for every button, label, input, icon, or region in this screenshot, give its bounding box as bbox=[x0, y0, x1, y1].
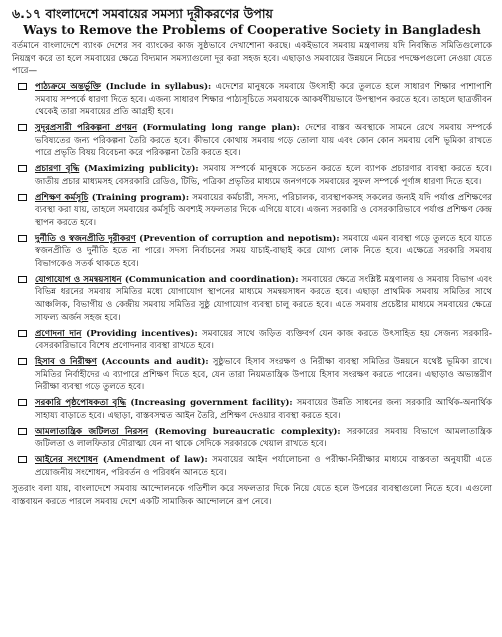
list-item-title-bengali: আইনের সংশোধন bbox=[35, 455, 98, 466]
list-item bbox=[12, 397, 492, 422]
list-item-title-english: (Providing incentives): bbox=[86, 328, 198, 339]
list-item-title bbox=[35, 164, 199, 174]
section-heading-english: Ways to Remove the Problems of Cooperative Society in Bangladesh bbox=[23, 23, 481, 37]
checkbox-icon bbox=[18, 399, 27, 406]
list-item-title-bengali: প্রণোদনা দান bbox=[35, 328, 82, 339]
list-item bbox=[12, 274, 492, 324]
list-item bbox=[12, 81, 492, 119]
list-item-title-bengali: পাঠ্যক্রমে অন্তর্ভুক্তি bbox=[35, 82, 102, 93]
list-item-text: সমবায়ের কর্মচারী, সদস্য, পরিচালক, ব্যবস্থাপকসহ সকলের জন্যই যদি পর্যাপ্ত প্রশিক্ষণের ব্যবস্থা করা যায়, তাহলে সমবায়ের কর্মসূচি অবশ্যই সফলতার দিকে এগিয়ে যাবে। এজন্য সরকারি ও বেসরকারিভাবে পর্যাপ্ত প্রশিক্ষণ কেন্দ্র স্থাপন করতে হবে। bbox=[35, 192, 493, 228]
list-item-title-english: (Accounts and audit): bbox=[101, 357, 209, 368]
checkbox-icon bbox=[18, 194, 27, 201]
checkbox-icon bbox=[18, 165, 27, 172]
list-item-text: সরকারের সমবায় বিভাগে আমলাতান্ত্রিক জটিলতা ও লালফিতার দৌরাত্ম্য যেন না থাকে সেদিকে সরকারকে খেয়াল রাখতে হবে। bbox=[35, 426, 492, 450]
list-item bbox=[12, 328, 492, 353]
list-item-title-bengali: সুদূরপ্রসারী পরিকল্পনা প্রণয়ন bbox=[35, 123, 138, 134]
list-item-title bbox=[35, 123, 300, 133]
list-item-body bbox=[35, 426, 492, 451]
list-item-title bbox=[35, 427, 341, 437]
list-item bbox=[12, 233, 492, 271]
list-item bbox=[12, 163, 492, 188]
conclusion-paragraph: সুতরাং বলা যায়, বাংলাদেশে সমবায় আন্দোলনকে গতিশীল করে সফলতার দিকে নিয়ে যেতে হলে উপরের ব্যবস্থাগুলো নিতে হবে। এগুলো বাস্তবায়ন করতে পারলে সমবায় দেশে একটি সামাজিক আন্দোলনে রূপ নেবে। bbox=[12, 484, 492, 507]
list-item-title-english: (Maximizing publicity): bbox=[84, 164, 199, 175]
list-item bbox=[12, 192, 492, 230]
list-item-text: সমবায় সম্পর্কে মানুষকে সচেতন করতে হলে ব্যাপক প্রচারণার ব্যবস্থা করতে হবে। জাতীয় প্রচার মাধ্যমসহ বেসরকারি রেডিও, টিভি, পত্রিকা প্রভৃতির মাধ্যমে জনগণকে সমবায়ের সুফল সম্পর্কে পূর্ণাঙ্গ ধারণা দিতে হবে। bbox=[35, 164, 493, 187]
list-item bbox=[12, 426, 492, 451]
list-item-body bbox=[35, 122, 492, 160]
list-item-title bbox=[35, 398, 293, 408]
list-item-body bbox=[35, 163, 492, 188]
list-item-title-bengali: প্রশিক্ষণ কর্মসূচি bbox=[35, 192, 89, 203]
list-item-text: সমবায়ের উন্নতি সাধনের জন্য সরকারি আর্থিক-অনার্থিক সাহায্য বাড়াতে হবে। এছাড়া, বাস্তবসম্মত আইন তৈরি, প্রশিক্ষণ দেওয়ার ব্যবস্থা করতে হবে। bbox=[35, 398, 493, 421]
list-item-body bbox=[35, 397, 492, 422]
list-item-title-bengali: সরকারি পৃষ্ঠপোষকতা বৃদ্ধি bbox=[35, 398, 127, 409]
list-item-title-english: (Formulating long range plan): bbox=[142, 123, 300, 134]
list-item bbox=[12, 122, 492, 160]
list-item-title-bengali: আমলাতান্ত্রিক জটিলতা নিরসন bbox=[35, 426, 149, 437]
list-item-text: সমবায়ের আইন পর্যালোচনা ও পরীক্ষা-নিরীক্ষার মাধ্যমে বাস্তবতা অনুযায়ী এতে প্রয়োজনীয় সংশোধন, পরিবর্তন ও পরিবর্ধন আনতে হবে। bbox=[35, 455, 492, 478]
checkbox-icon bbox=[18, 330, 27, 337]
checkbox-icon bbox=[18, 428, 27, 435]
list-item-title-english: (Amendment of law): bbox=[102, 455, 208, 466]
measures-list bbox=[12, 81, 492, 479]
list-item-title-english: (Prevention of corruption and nepotism): bbox=[139, 233, 340, 244]
list-item-text: দেশের বাস্তব অবস্থাকে সামনে রেখে সমবায় সম্পর্কে ভবিষ্যতের জন্য পরিকল্পনা তৈরি করতে হবে। কীভাবে কোথায় সমবায় গড়ে তোলা যায় এবং কোন কোন সমবায় বেশি ভূমিকা রাখতে পারে প্রভৃতি বিষয় বিবেচনা করে পরিকল্পনা তৈরি করতে হবে। bbox=[35, 123, 492, 159]
list-item-text: এদেশের মানুষকে সমবায়ে উৎসাহী করে তুলতে হলে সাধারণ শিক্ষার পাশাপাশি সমবায় সম্পর্কে ধারণা দিতে হবে। এজন্য সাধারণ শিক্ষার পাঠ্যসূচিতে সমবায়কে আকর্ষণীয়ভাবে উপস্থাপন করতে হবে। তাহলে ছাত্রজীবন থেকেই তারা সমবায়ের প্রতি আগ্রহী হবে। bbox=[35, 82, 492, 118]
checkbox-icon bbox=[18, 124, 27, 131]
list-item-title-bengali: দুর্নীতি ও স্বজনপ্রীতি দূরীকরণ bbox=[35, 233, 136, 244]
checkbox-icon bbox=[18, 456, 27, 463]
list-item-title-english: (Include in syllabus): bbox=[105, 82, 212, 93]
checkbox-icon bbox=[18, 235, 27, 242]
checkbox-icon bbox=[18, 276, 27, 283]
list-item-title-english: (Removing bureaucratic complexity): bbox=[154, 426, 341, 437]
list-item-title bbox=[35, 275, 299, 285]
list-item-title bbox=[35, 193, 189, 203]
list-item-title-bengali: হিসাব ও নিরীক্ষণ bbox=[35, 357, 97, 368]
list-item bbox=[12, 356, 492, 394]
checkbox-icon bbox=[18, 83, 27, 90]
list-item-text: সমবায়ে এমন ব্যবস্থা গড়ে তুলতে হবে যাতে স্বজনপ্রীতি ও দুর্নীতি হতে না পারে। সদস্য নির্বাচনের সময় যাচাই-বাছাই করে যোগ্য লোক নিতে হবে। এক্ষেত্রে সরকারি সমবায় বিভাগকেও সতর্ক থাকতে হবে। bbox=[35, 233, 492, 269]
intro-paragraph: বর্তমানে বাংলাদেশে ব্যাংক দেশের সব ব্যাংকের কাজ সুষ্ঠভাবে দেখাশোনা করছে। একইভাবে সমবায় মন্ত্রণালয় যদি নিবন্ধিত সমিতিগুলোকে নিয়ন্ত্রণ করে তা হলে সমবায়ের ক্ষেত্রে বিদ্যমান সমস্যাগুলো দূর করা সহজ হবে। এছাড়াও সমবায়ের উন্নয়নে নিচের পদক্ষেপগুলো নেওয়া যেতে পারে— bbox=[12, 41, 492, 77]
list-item-title-bengali: যোগাযোগ ও সমন্বয়সাধন bbox=[35, 274, 122, 285]
list-item-title bbox=[35, 455, 208, 465]
list-item-body bbox=[35, 328, 492, 353]
list-item-title bbox=[35, 357, 209, 367]
list-item-text: সমবায়ের সাথে জড়িত ব্যক্তিবর্গ যেন কাজ করতে উৎসাহিত হয় সেজন্য সরকারি-বেসরকারিভাবে বিশেষ প্রণোদনার ব্যবস্থা রাখতে হবে। bbox=[35, 328, 492, 352]
list-item-title bbox=[35, 234, 340, 244]
list-item bbox=[12, 454, 492, 479]
list-item-body bbox=[35, 454, 492, 479]
list-item-body bbox=[35, 81, 492, 119]
list-item-title-english: (Increasing government facility): bbox=[130, 398, 293, 409]
list-item-body bbox=[35, 356, 492, 394]
list-item-text: সমবায়ের ক্ষেত্রে সংশ্লিষ্ট মন্ত্রণালয় ও সমবায় বিভাগ এবং বিভিন্ন ধরনের সমবায় সমিতির মধ্যে যোগাযোগ স্থাপনের মাধ্যমে সমন্বয়সাধন করতে হবে। এছাড়া প্রাথমিক সমবায় সমিতির সাথে আঞ্চলিক, বিভাগীয় ও কেন্দ্রীয় সমবায় সমিতির সুষ্ঠু যোগাযোগ ব্যবস্থা চালু করতে হবে। এতে সমবায় প্রচেষ্টার মাধ্যমে সমবায়ের ক্ষেত্রে সাফল্য অর্জন সহজ হবে। bbox=[35, 274, 493, 323]
list-item-body bbox=[35, 192, 492, 230]
list-item-title bbox=[35, 329, 198, 339]
list-item-title bbox=[35, 82, 211, 92]
list-item-title-bengali: প্রচারণা বৃদ্ধি bbox=[35, 164, 80, 175]
list-item-text: সুষ্ঠুভাবে হিসাব সংরক্ষণ ও নিরীক্ষা ব্যবস্থা সমিতির উন্নয়নে যথেষ্ট ভূমিকা রাখে। সমিতির নির্বাহীদের এ ব্যাপারে প্রশিক্ষণ দিতে হবে, যেন তারা নিয়মতান্ত্রিক উপায়ে হিসাব সংরক্ষণ করতে পারেন। এছাড়াও অভ্যন্তরীণ নিরীক্ষা ব্যবস্থা গড়ে তুলতে হবে। bbox=[35, 357, 493, 393]
section-heading-bengali: ৬.১৭ বাংলাদেশে সমবায়ের সমস্যা দূরীকরণের উপায় bbox=[12, 6, 273, 21]
list-item-body bbox=[35, 274, 492, 324]
list-item-title-english: (Training program): bbox=[91, 192, 190, 203]
list-item-title-english: (Communication and coordination): bbox=[124, 274, 299, 285]
checkbox-icon bbox=[18, 358, 27, 365]
list-item-body bbox=[35, 233, 492, 271]
